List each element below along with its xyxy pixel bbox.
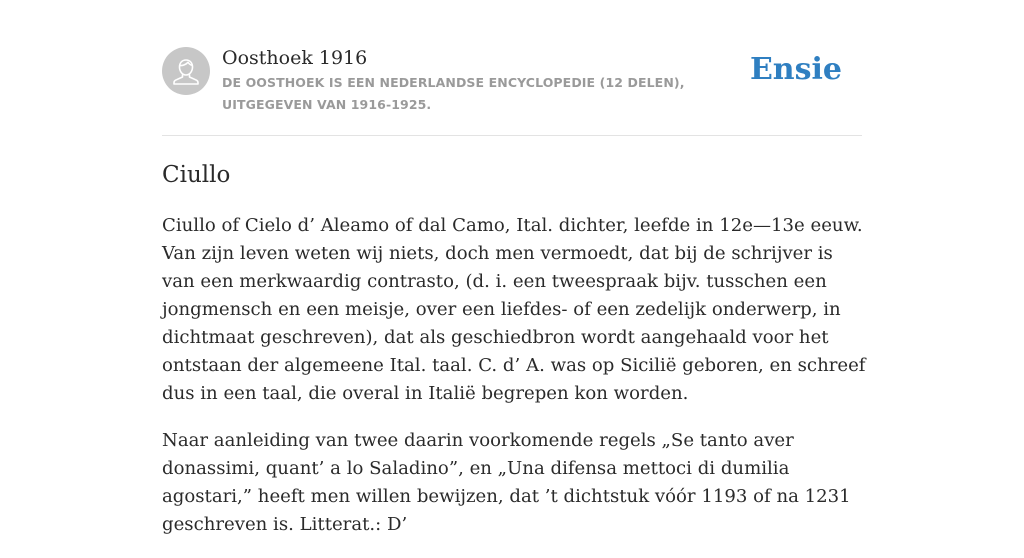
source-header xyxy=(162,44,862,134)
source-name-link[interactable]: Oosthoek 1916 xyxy=(222,47,368,69)
article-paragraph: Ciullo of Cielo d’ Aleamo of dal Camo, Ital. dichter, leefde in 12e—13e eeuw. Van zijn leven weten wij niets, doch men vermoedt, dat bij de schrijver is van een merkwaardig contrasto, (d. i. een tweespraak bijv. tusschen een jongmensch en een meisje, over een liefdes- of een zedelijk onderwerp, in dichtmaat geschreven), dat als geschiedbron wordt aangehaald voor het ontstaan der algemeene Ital. taal. C. d’ A. was op Sicilië geboren, en schreef dus in een taal, die overal in Italië begrepen kon worden. xyxy=(162,215,866,404)
source-description: DE OOSTHOEK IS EEN NEDERLANDSE ENCYCLOPEDIE (12 DELEN), UITGEGEVEN VAN 1916-1925. xyxy=(222,75,685,112)
article-title: Ciullo xyxy=(162,162,231,188)
article-paragraph: Naar aanleiding van twee daarin voorkomende regels „Se tanto aver donassimi, quant’ a lo Saladino”, en „Una difensa mettoci di dumilia agostari,” heeft men willen bewijzen, dat ’t dichtstuk vóór 1193 of na 1231 geschreven is. Litterat.: D’ xyxy=(162,430,851,535)
brand-logo-link[interactable]: Ensie xyxy=(749,52,842,87)
article-body xyxy=(162,212,868,558)
user-silhouette-icon[interactable] xyxy=(162,47,210,95)
header-divider xyxy=(162,135,862,136)
